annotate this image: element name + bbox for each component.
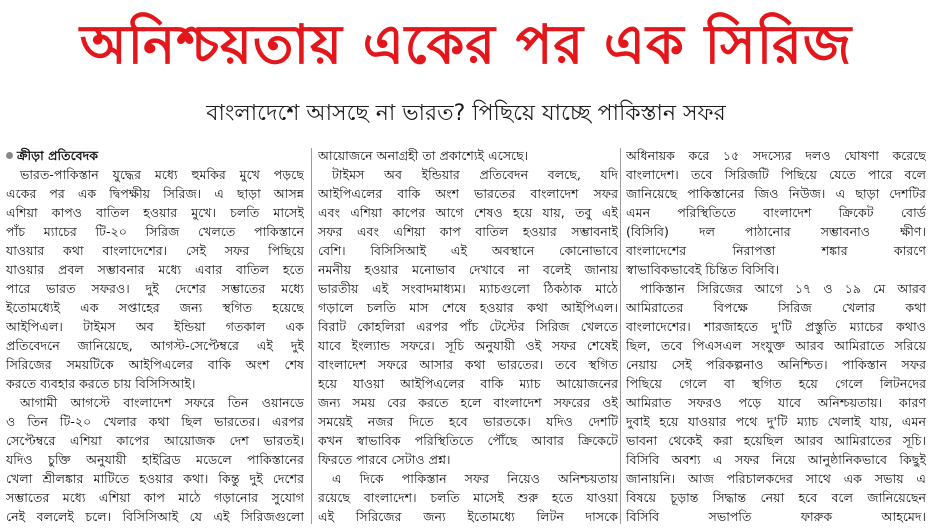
article-line: বেশি। বিসিসিআই এই অবস্থানে কোনোভাবে <box>318 243 618 258</box>
article-line: আইপিএলের বাকি অংশ ভারতের বাংলাদেশ সফর <box>318 186 618 201</box>
article-line: বিসিবি সভাপতি ফারুক আহমেদ। <box>626 509 926 524</box>
headline: অনিশ্চয়তায় একের পর এক সিরিজ <box>79 13 853 76</box>
bullet-icon <box>6 152 13 159</box>
byline-text: ক্রীড়া প্রতিবেদক <box>17 148 99 163</box>
article-line: সময়েই নজর দিতে হবে ভারতকে। যদিও দেশটি <box>318 414 618 429</box>
article-line: বাংলাদেশ সফরে আসার কথা ভারতের। তবে স্থগিত <box>318 357 618 372</box>
article-line: সফর এবং এশিয়া কাপ বাতিল হওয়ার সম্ভাবনাই <box>318 224 618 239</box>
article-line: জানিয়েছে পাকিস্তানের জিও নিউজ। এ ছাড়া দেশটির <box>626 186 926 201</box>
article-line: যাওয়ার কথা বাংলাদেশের। সেই সফর পিছিয়ে <box>6 243 304 258</box>
article-line: এশিয়া কাপও বাতিল হওয়ার মুখে। চলতি মাসেই <box>6 205 304 220</box>
article-line: পিছিয়ে গেলে বা স্থগিত হয়ে গেলে লিটনদের <box>626 376 926 391</box>
article-line: নমনীয় হওয়ার মনোভাব দেখাবে না বলেই জানায় <box>318 262 618 277</box>
article-line: নেই বললেই চলে। বিসিসিআই যে এই সিরিজগুলো <box>6 509 304 524</box>
article-line: জানায়নি। আজ পরিচালকদের সাথে এক সভায় এ <box>626 471 926 486</box>
article-line: বাংলাদেশের। শারজাহতে দু'টি প্রস্তুতি ম্যাচের কথাও <box>626 319 926 334</box>
article-line: গড়ালে চলতি মাস শেষে হওয়ার কথা আইপিএল। <box>318 300 618 315</box>
article-line: এই সিরিজের জন্য ইতোমধ্যে লিটন দাসকে <box>318 509 618 524</box>
article-line: টাইমস অব ইন্ডিয়ার প্রতিবেদন বলছে, যদি <box>332 167 618 182</box>
article-line: যাওয়ার প্রবল সম্ভাবনার মধ্যে এবার বাতিল হতে <box>6 262 304 277</box>
article-line: বিরাট কোহলিরা এরপর পাঁচ টেস্টের সিরিজ খেলতে <box>318 319 618 334</box>
article-line: অধিনায়ক করে ১৫ সদস্যের দলও ঘোষণা করেছে <box>626 148 926 163</box>
article-line: একের পর এক দ্বিপক্ষীয় সিরিজ। এ ছাড়া আসন্ন <box>6 186 304 201</box>
article-line: বিসিবি অবশ্য এ সফর নিয়ে আনুষ্ঠানিকভাবে কিছুই <box>626 452 926 467</box>
article-line: আগামী আগস্টে বাংলাদেশ সফরে তিন ওয়ানডে <box>20 395 304 410</box>
article-line: এবং এশিয়া কাপের আগে শেষও হয়ে যায়, তবু এই <box>318 205 618 220</box>
article-line: প্রতিবেদনে জানিয়েছে, আগস্ট-সেপ্টেম্বরে এই দুই <box>6 338 304 353</box>
article-line: দুবাই হয়ে যাওয়ার পথে দু'টি ম্যাচ খেলাই যায়, এমন <box>626 414 926 429</box>
article-line: এ দিকে পাকিস্তান সফর নিয়েও অনিশ্চয়তায় <box>332 471 618 486</box>
article-line: আমিরাতের বিপক্ষে সিরিজ খেলার কথা <box>626 300 926 315</box>
article-line: ছিল, তবে পিএসএল সংযুক্ত আরব আমিরাতে সরিয়ে <box>626 338 926 353</box>
article-line: নেয়ায় সেই পরিকল্পনাও অনিশ্চিত। পাকিস্তান সফর <box>626 357 926 372</box>
article-column-3 <box>626 146 926 528</box>
article-line: যদিও চুক্তি অনুযায়ী হাইব্রিড মডেলে পাকিস্তানের <box>6 452 304 467</box>
article-line: আমিরাত সফরও পড়ে যাবে অনিশ্চয়তায়। কারণ <box>626 395 926 410</box>
article-line: রয়েছে বাংলাদেশ। চলতি মাসেই শুরু হতে যাওয়া <box>318 490 618 505</box>
article-line: ভাবনা থেকেই করা হয়েছিল আরব আমিরাতের সূচি। <box>626 433 926 448</box>
article-line: বাংলাদেশের নিরাপত্তা শঙ্কার কারণে <box>626 243 926 258</box>
article-line: করতে ব্যবহার করতে চায় বিসিসিআই। <box>6 376 196 391</box>
article-line: এমন পরিস্থিতিতে বাংলাদেশ ক্রিকেট বোর্ড <box>626 205 926 220</box>
article-line: বিষয়ে চূড়ান্ত সিদ্ধান্ত নেয়া হবে বলে জানিয়েছেন <box>626 490 926 505</box>
article-line: সিরিজের সময়টিকে আইপিএলের বাকি অংশ শেষ <box>6 357 304 372</box>
article-body <box>6 146 926 528</box>
article-line: পাঁচ ম্যাচের টি-২০ সিরিজ খেলতে পাকিস্তানে <box>6 224 304 239</box>
article-line: ও তিন টি-২০ খেলার কথা ছিল ভারতের। এরপর <box>6 414 304 429</box>
article-line: স্বাভাবিকভাবেই চিন্তিত বিসিবি। <box>626 262 780 277</box>
article-line: ইতোমধ্যেই এক সপ্তাহের জন্য স্থগিত হয়েছে <box>6 300 304 315</box>
article-line: যাবে ইংল্যান্ড সফরে। সূচি অনুযায়ী ওই সফর শেষেই <box>318 338 618 353</box>
article-line: সম্ভাতের মধ্যে এশিয়া কাপ মাঠে গড়ানোর সুযোগ <box>6 490 304 505</box>
article-line: ফিরতে পারবে সেটাও প্রশ্ন। <box>318 452 451 467</box>
article-line: খেলা শ্রীলঙ্কার মাটিতে হওয়ার কথা। কিন্তু দুই দেশের <box>6 471 304 486</box>
article-line: হয়ে যাওয়া আইপিএলের বাকি ম্যাচ আয়োজনের <box>318 376 618 391</box>
article-line: ভারতীয় এই সংবাদমাধ্যম। ম্যাচগুলো ঠিকঠাক মাঠে <box>318 281 618 296</box>
column-divider <box>311 148 312 524</box>
column-divider <box>620 148 621 524</box>
article-line: কখন স্বাভাবিক পরিস্থিতিতে পৌঁছে আবার ক্রিকেটে <box>318 433 618 448</box>
article-line: আয়োজনে অনাগ্রহী তা প্রকাশ্যেই এসেছে। <box>318 148 529 163</box>
article-column-2 <box>318 146 618 528</box>
article-line: জন্য সময় বের করতে হলে বাংলাদেশ সফরের ওই <box>318 395 618 410</box>
article-line: পাকিস্তান সিরিজের আগে ১৭ ও ১৯ মে আরব <box>640 281 926 296</box>
article-line: সেপ্টেম্বরে এশিয়া কাপের আয়োজক দেশ ভারতই। <box>6 433 304 448</box>
article-line: ভারত-পাকিস্তান যুদ্ধের মধ্যে হুমকির মুখে পড়ছে <box>20 167 304 182</box>
byline <box>6 146 304 165</box>
article-line: পারে ভারত সফরও। দুই দেশের সম্ভাতের মধ্যে <box>6 281 304 296</box>
article-line: (বিসিবি) দল পাঠানোর সম্ভাবনাও ক্ষীণ। <box>626 224 926 239</box>
article-column-1 <box>6 146 304 528</box>
article-line: বাংলাদেশ। তবে সিরিজটি পিছিয়ে যেতে পারে বলে <box>626 167 926 182</box>
article-line: আইপিএল। টাইমস অব ইন্ডিয়া গতকাল এক <box>6 319 304 334</box>
subheadline: বাংলাদেশে আসছে না ভারত? পিছিয়ে যাচ্ছে পাকিস্তান সফর <box>206 101 726 126</box>
